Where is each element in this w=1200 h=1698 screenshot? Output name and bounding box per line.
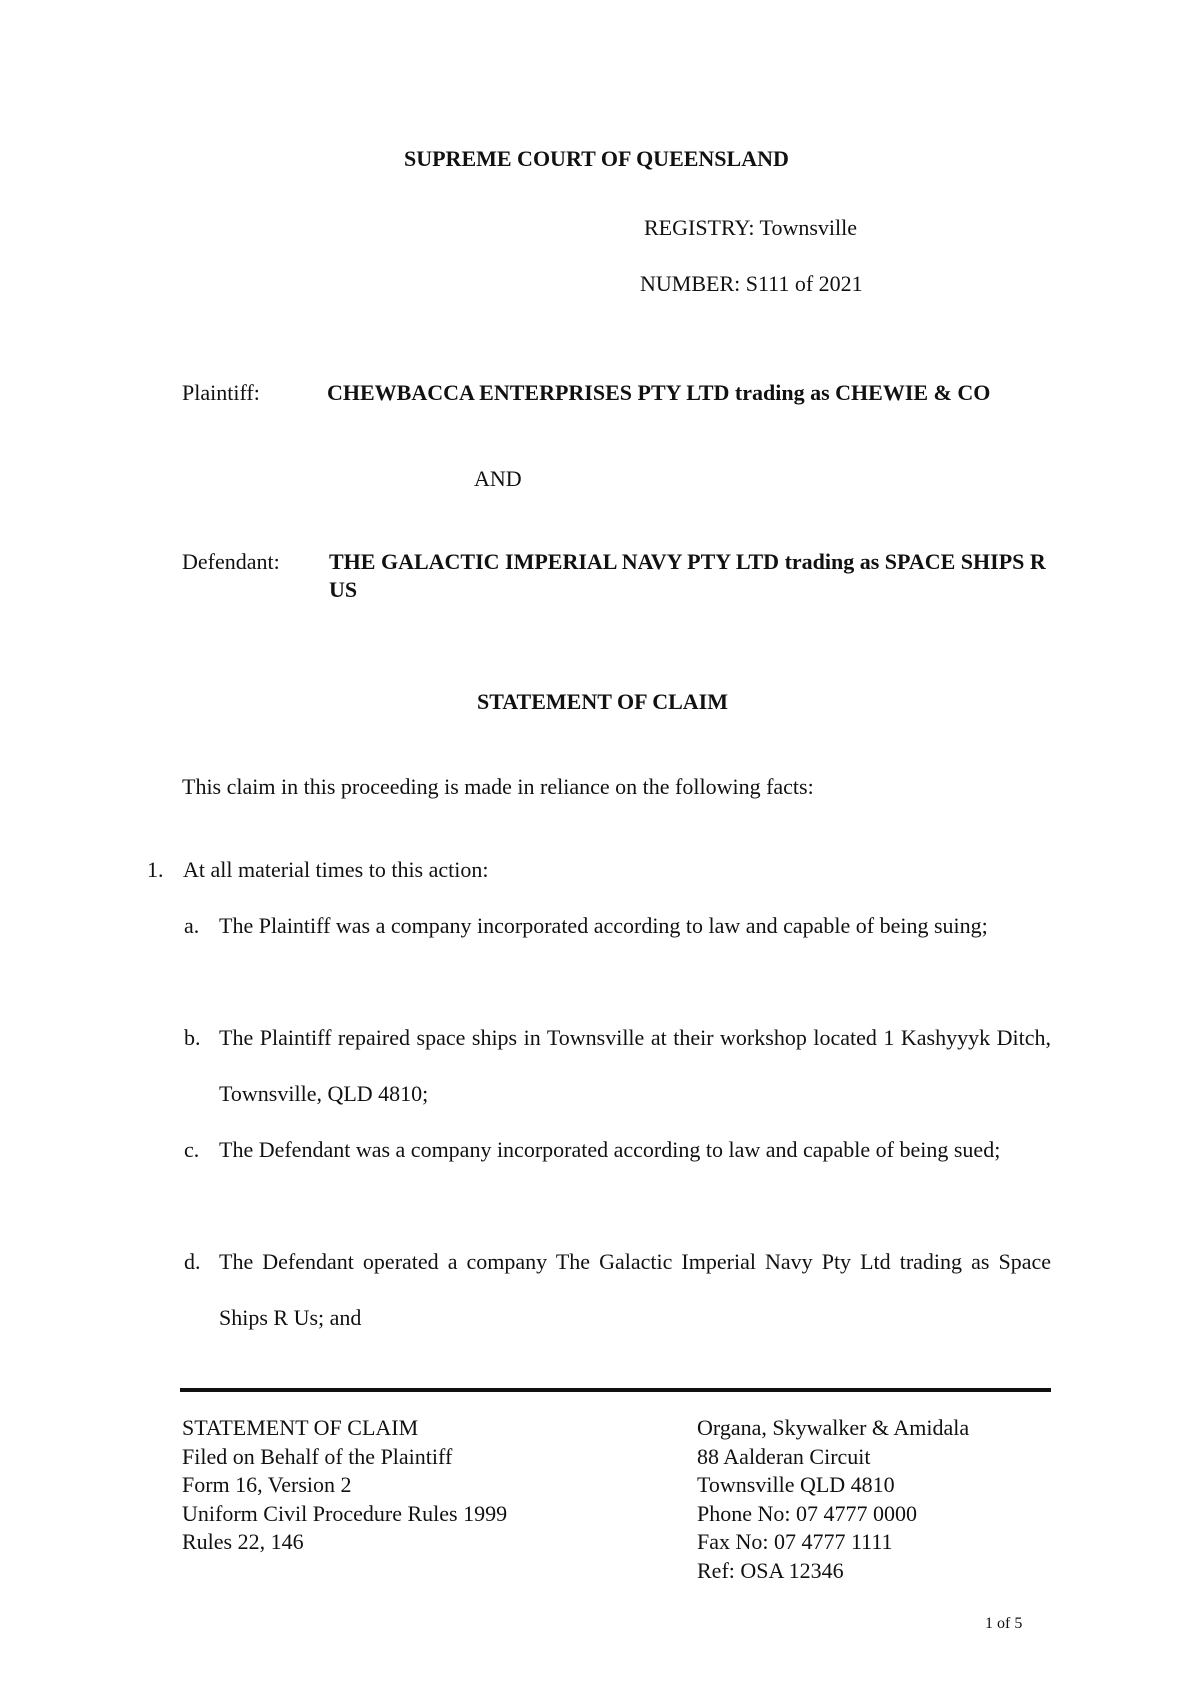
- footer-right-line: Phone No: 07 4777 0000: [697, 1500, 917, 1526]
- sub-item-letter: a.: [184, 913, 200, 938]
- footer-firm-details: [697, 1414, 969, 1585]
- list-item-text: At all material times to this action:: [183, 857, 489, 882]
- defendant-label: Defendant:: [182, 549, 280, 574]
- document-title: STATEMENT OF CLAIM: [477, 689, 728, 714]
- sub-item-text: The Plaintiff repaired space ships in Townsville at their workshop located 1 Kashyyyk Ditch, Townsville, QLD 4810;: [219, 1025, 1051, 1106]
- sub-item-text: The Defendant operated a company The Galactic Imperial Navy Pty Ltd trading as Space Ships R Us; and: [219, 1249, 1051, 1330]
- footer-right-line: Fax No: 07 4777 1111: [697, 1529, 893, 1554]
- sub-item-letter: d.: [184, 1249, 201, 1274]
- footer-right-line: Organa, Skywalker & Amidala: [697, 1415, 970, 1440]
- plaintiff-label: Plaintiff:: [182, 380, 260, 405]
- case-number: NUMBER: S111 of 2021: [640, 271, 863, 296]
- page-number: 1 of 5: [985, 1615, 1023, 1632]
- footer-left-line: Rules 22, 146: [182, 1529, 304, 1554]
- plaintiff-name: CHEWBACCA ENTERPRISES PTY LTD trading as CHEWIE & CO: [327, 380, 991, 405]
- footer-left-line: Filed on Behalf of the Plaintiff: [182, 1443, 453, 1469]
- sub-item-text: The Defendant was a company incorporated according to law and capable of being sued;: [219, 1137, 1001, 1162]
- list-item-number: 1.: [147, 857, 164, 882]
- footer-left-line: Form 16, Version 2: [182, 1472, 352, 1497]
- court-title: SUPREME COURT OF QUEENSLAND: [404, 146, 789, 171]
- footer-filing-details: [182, 1414, 507, 1557]
- footer-divider: [180, 1388, 1051, 1392]
- and-separator: AND: [474, 466, 522, 491]
- sub-item-text: The Plaintiff was a company incorporated according to law and capable of being suing;: [219, 913, 988, 938]
- footer-right-line: Townsville QLD 4810: [697, 1472, 895, 1497]
- defendant-name: THE GALACTIC IMPERIAL NAVY PTY LTD trading as SPACE SHIPS R US: [329, 549, 1046, 602]
- sub-item-letter: c.: [184, 1137, 200, 1162]
- intro-paragraph: This claim in this proceeding is made in reliance on the following facts:: [182, 774, 814, 799]
- footer-right-line: 88 Aalderan Circuit: [697, 1443, 871, 1469]
- sub-item-letter: b.: [184, 1025, 201, 1050]
- footer-left-line: Uniform Civil Procedure Rules 1999: [182, 1500, 508, 1526]
- footer-left-line: STATEMENT OF CLAIM: [182, 1415, 419, 1440]
- footer-right-line: Ref: OSA 12346: [697, 1557, 844, 1583]
- registry-line: REGISTRY: Townsville: [644, 215, 857, 240]
